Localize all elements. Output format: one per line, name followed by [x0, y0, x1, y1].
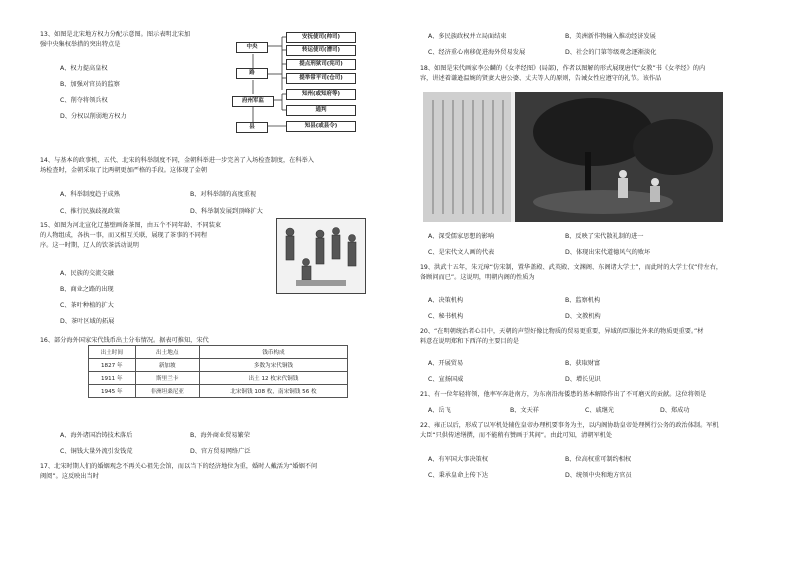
- question-19: [420, 263, 775, 283]
- question-20-stem-1: 20、“在明朝统治者心目中，天朝的声望好像比物质的贸易更重要，异域的臣服比外来的物质更重要。”材: [420, 328, 704, 335]
- question-15-stem-3: 序。这一时期，辽人的饮茶活动说明: [40, 241, 139, 249]
- q15-option-d: D、茶叶区域的拓展: [60, 318, 115, 325]
- diagram-office-4: 提举常平司(仓司): [286, 73, 356, 84]
- q13-option-a: A、权力提高皇权: [60, 65, 108, 72]
- table-header: 出土地点: [135, 346, 199, 359]
- q13-option-d: D、分权以削弱地方权力: [60, 113, 127, 120]
- question-13-stem-1: 13、如图是北宋地方权力分配示意图。图示表明北宋加: [40, 31, 191, 38]
- q18-option-b: B、反映了宋代散礼制的进一: [565, 233, 644, 240]
- question-21-stem-1: 21、有一位年轻将领，他率军奔赴南方，为东南沿海倭患的基本解除作出了不可磨灭的贡献。这位将领是: [420, 391, 707, 398]
- question-22-stem-1: 22、雍正以后，形成了以军机处辅佐皇帝办理机要事务为主，以内阁协助皇帝处理例行公务的政治体制。军机: [420, 422, 719, 429]
- question-13: [40, 30, 230, 50]
- q15-option-c: C、茶叶种植的扩大: [60, 302, 114, 309]
- tea-preparation-mural-image: [276, 218, 366, 294]
- q19-option-c: C、秘书机构: [428, 313, 464, 320]
- q18-option-a: A、深受儒家思想的影响: [428, 233, 495, 240]
- table-cell: 1911 年: [89, 372, 136, 385]
- question-17-stem-1: 17、北宋时期人们的婚姻观念不再关心祖先会馆，而以当下的经济地位为重，婚时人戴活为“婚姻不问: [40, 463, 318, 470]
- question-22: [420, 421, 780, 441]
- q16-option-b: B、海外商业贸易繁荣: [190, 432, 250, 439]
- table-cell: 多数为宋代铜钱: [199, 359, 347, 372]
- q18-option-d: D、体现出宋代道德风气的败坏: [565, 249, 651, 256]
- question-20: [420, 327, 775, 347]
- diagram-central: 中央: [236, 42, 268, 53]
- question-15: [40, 221, 285, 250]
- table-cell: 出土 12 枚宋代铜钱: [199, 372, 347, 385]
- table-header: 出土时间: [89, 346, 136, 359]
- q22-option-d: D、统领中央和地方官员: [565, 472, 632, 479]
- diagram-office-6: 通判: [286, 105, 356, 116]
- q18-option-c: C、是宋代文人画的代表: [428, 249, 495, 256]
- q14-option-b: B、对科举制的高度重视: [190, 191, 257, 198]
- q14-option-a: A、科举制度趋于成熟: [60, 191, 120, 198]
- q13-option-c: C、削夺将领兵权: [60, 97, 108, 104]
- diagram-fu: 府州军监: [232, 96, 274, 107]
- q16-option-a: A、海外诸国冶铸技术落后: [60, 432, 133, 439]
- q19-option-b: B、监察机构: [565, 297, 601, 304]
- q14-option-d: D、科举制发展到顶峰扩大: [190, 208, 263, 215]
- diagram-lu: 路: [236, 68, 268, 79]
- table-row: [89, 359, 348, 372]
- womens-classic-of-filial-piety-painting: [423, 92, 723, 222]
- q13-option-b: B、加强对官员的监察: [60, 81, 120, 88]
- table-cell: 新加坡: [135, 359, 199, 372]
- diagram-office-1: 安抚使司(帅司): [286, 32, 356, 43]
- q17-option-c: C、经济重心南移促进海外贸易发展: [428, 49, 526, 56]
- question-15-stem-1: 15、如图为河北宣化辽墓壁画备茶图，由五个不同年龄、不同装束: [40, 222, 222, 229]
- question-14-stem-2: 场检查时，金朝采取了比两朝更加严格的手段。这体现了金朝: [40, 166, 208, 174]
- table-cell: 斯里兰卡: [135, 372, 199, 385]
- q21-option-b: B、文天祥: [510, 407, 539, 414]
- table-row: [89, 372, 348, 385]
- table-row: [89, 385, 348, 398]
- diagram-office-7: 知县(或县令): [286, 121, 356, 132]
- q21-option-d: D、郑成功: [660, 407, 690, 414]
- diagram-office-2: 转运使司(漕司): [286, 45, 356, 56]
- diagram-xian: 县: [236, 122, 268, 133]
- question-18-stem-1: 18、如图是宋代画家李公麟的《女孝经图》(局部)，作者以图解的形式展现唐代“女教”书《女孝经》的内: [420, 65, 706, 72]
- q14-option-c: C、推行民族歧视政策: [60, 208, 121, 215]
- question-19-stem-2: 备顾问而已”。这说明，明朝内阁的性质为: [420, 273, 535, 281]
- q19-option-d: D、文教机构: [565, 313, 601, 320]
- question-18-stem-2: 容，讲述着谦逊温婉的贤妻大唐公婆、丈夫等人的原则，告诫女性应遵守的礼节。该作品: [420, 74, 662, 82]
- q15-option-a: A、民族的交流交融: [60, 270, 114, 277]
- question-16-stem: 16、部分海外国家宋代钱币出土分布情况。据表可推知，宋代: [40, 337, 209, 344]
- table-cell: 北宋铜钱 108 枚，南宋铜钱 56 枚: [199, 385, 347, 398]
- q17-option-a: A、多民族政权并立局面结束: [428, 33, 507, 40]
- q17-option-b: B、美洲新作物输入推动经济发展: [565, 33, 656, 40]
- question-18: [420, 64, 775, 84]
- coin-distribution-table: [88, 345, 348, 398]
- q22-option-b: B、位高权重可制约相权: [565, 456, 632, 463]
- q17-option-d: D、社会的门第等级观念逐渐淡化: [565, 49, 657, 56]
- table-cell: 1945 年: [89, 385, 136, 398]
- question-14: [40, 156, 380, 176]
- q16-option-d: D、官方贸易网络广泛: [190, 448, 251, 455]
- q15-option-b: B、商业之路的出现: [60, 286, 114, 293]
- q20-option-c: C、宣扬国威: [428, 376, 464, 383]
- q20-option-d: D、增长见识: [565, 376, 601, 383]
- q21-option-c: C、戚继光: [585, 407, 615, 414]
- q22-option-a: A、有军国大事决策权: [428, 456, 488, 463]
- table-cell: 1827 年: [89, 359, 136, 372]
- question-20-stem-2: 料意在说明郑和下西洋的主要目的是: [420, 337, 519, 345]
- q16-option-c: C、铜钱大量外流引发钱荒: [60, 448, 133, 455]
- diagram-office-5: 知州(或知府等): [286, 89, 356, 100]
- question-17: [40, 462, 385, 482]
- q20-option-a: A、开展贸易: [428, 360, 464, 367]
- question-17-stem-2: 阀阅”。这反映出当时: [40, 472, 99, 480]
- question-21: [420, 390, 780, 400]
- diagram-office-3: 提点刑狱司(宪司): [286, 59, 356, 70]
- question-14-stem-1: 14、与基本的政事机、五代、北宋的科举制度不同，金朝科举进一步完善了入场检查制度，在科举入: [40, 157, 314, 164]
- table-header: 钱币构成: [199, 346, 347, 359]
- q22-option-c: C、秉承皇命上传下达: [428, 472, 489, 479]
- q19-option-a: A、决策机构: [428, 297, 464, 304]
- question-13-stem-2: 强中央集权举措的突出特点是: [40, 40, 121, 48]
- q20-option-b: B、获取财富: [565, 360, 601, 367]
- table-cell: 非洲坦桑尼亚: [135, 385, 199, 398]
- question-15-stem-2: 的人物组成，各执一事，而又相互关联，展现了茶事的不同程: [40, 231, 208, 239]
- question-19-stem-1: 19、洪武十五年，朱元璋“仿宋制，置华盖殿、武英殿、文渊阁、东阁诸大学士”，而此时的大学士仅“侍左右，: [420, 264, 723, 271]
- question-22-stem-2: 大臣“只供传述缮撰，而不能稍有赞画于其间”。由此可知，清朝军机处: [420, 431, 613, 439]
- q21-option-a: A、岳飞: [428, 407, 451, 414]
